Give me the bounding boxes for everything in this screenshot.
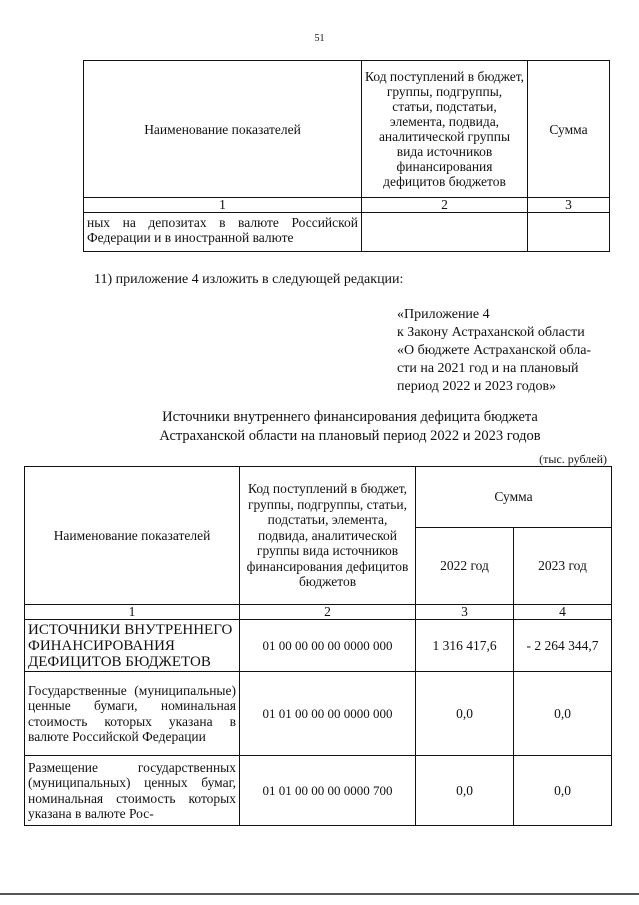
header-code: Код поступлений в бюджет, группы, подгруппы, статьи, подстатьи, элемента, подвида, аналитической группы вида источников финансирования дефицитов бюджетов (362, 61, 528, 198)
row-code: 01 00 00 00 00 0000 000 (240, 620, 416, 672)
row-code (362, 213, 528, 252)
row-code: 01 01 00 00 00 0000 700 (240, 756, 416, 826)
title-line: Источники внутреннего финансирования дефицита бюджета (162, 409, 538, 425)
header-sum: Сумма (528, 61, 610, 198)
appendix-line: сти на 2021 год и на плановый (397, 361, 579, 376)
page-bottom-edge (0, 893, 639, 895)
financing-sources-table (24, 466, 612, 826)
column-number: 3 (528, 198, 610, 213)
row-value-2023: 0,0 (514, 672, 612, 756)
document-title (0, 408, 639, 446)
amendment-item: 11) приложение 4 изложить в следующей редакции: (94, 272, 404, 287)
row-value-2022: 0,0 (416, 756, 514, 826)
header-year-2023: 2023 год (514, 528, 612, 605)
header-code: Код поступлений в бюджет, группы, подгруппы, статьи, подстатьи, элемента, подвида, аналитической группы вида источников финансирования дефицитов бюджетов (240, 467, 416, 605)
row-value-2023: 0,0 (514, 756, 612, 826)
table-header-row (25, 467, 612, 528)
column-number: 4 (514, 605, 612, 620)
appendix-line: к Закону Астраханской области (397, 325, 585, 340)
row-value-2023: - 2 264 344,7 (514, 620, 612, 672)
column-number-row (84, 198, 610, 213)
appendix-line: «О бюджете Астраханской обла- (397, 343, 592, 358)
column-number: 3 (416, 605, 514, 620)
column-number: 2 (362, 198, 528, 213)
column-number: 2 (240, 605, 416, 620)
row-name: ных на депозитах в валюте Российской Федерации и в иностранной валюте (84, 213, 362, 252)
row-name: ИСТОЧНИКИ ВНУТРЕННЕГО ФИНАНСИРОВАНИЯ ДЕФИЦИТОВ БЮДЖЕТОВ (25, 620, 240, 672)
row-name: Государственные (муниципальные) ценные бумаги, номинальная стоимость которых указана в валюте Российской Федерации (25, 672, 240, 756)
column-number: 1 (84, 198, 362, 213)
appendix-line: период 2022 и 2023 годов» (397, 379, 557, 394)
table-row (25, 620, 612, 672)
row-value-2022: 1 316 417,6 (416, 620, 514, 672)
appendix-line: «Приложение 4 (397, 307, 490, 322)
header-name: Наименование показателей (25, 467, 240, 605)
row-value-2022: 0,0 (416, 672, 514, 756)
row-sum (528, 213, 610, 252)
row-code: 01 01 00 00 00 0000 000 (240, 672, 416, 756)
table-continuation (83, 60, 610, 252)
column-number: 1 (25, 605, 240, 620)
column-number-row (25, 605, 612, 620)
header-year-2022: 2022 год (416, 528, 514, 605)
table-row (25, 756, 612, 826)
page-number: 51 (314, 33, 325, 44)
title-line: Астраханской области на плановый период 2022 и 2023 годов (159, 428, 541, 444)
table-header-row (84, 61, 610, 198)
table-row (84, 213, 610, 252)
appendix-heading (397, 306, 617, 396)
table-row (25, 672, 612, 756)
units-label: (тыс. рублей) (539, 452, 607, 466)
row-name: Размещение государственных (муниципальных) ценных бумаг, номинальная стоимость которых указана в валюте Рос- (25, 756, 240, 826)
header-sum: Сумма (416, 467, 612, 528)
header-name: Наименование показателей (84, 61, 362, 198)
